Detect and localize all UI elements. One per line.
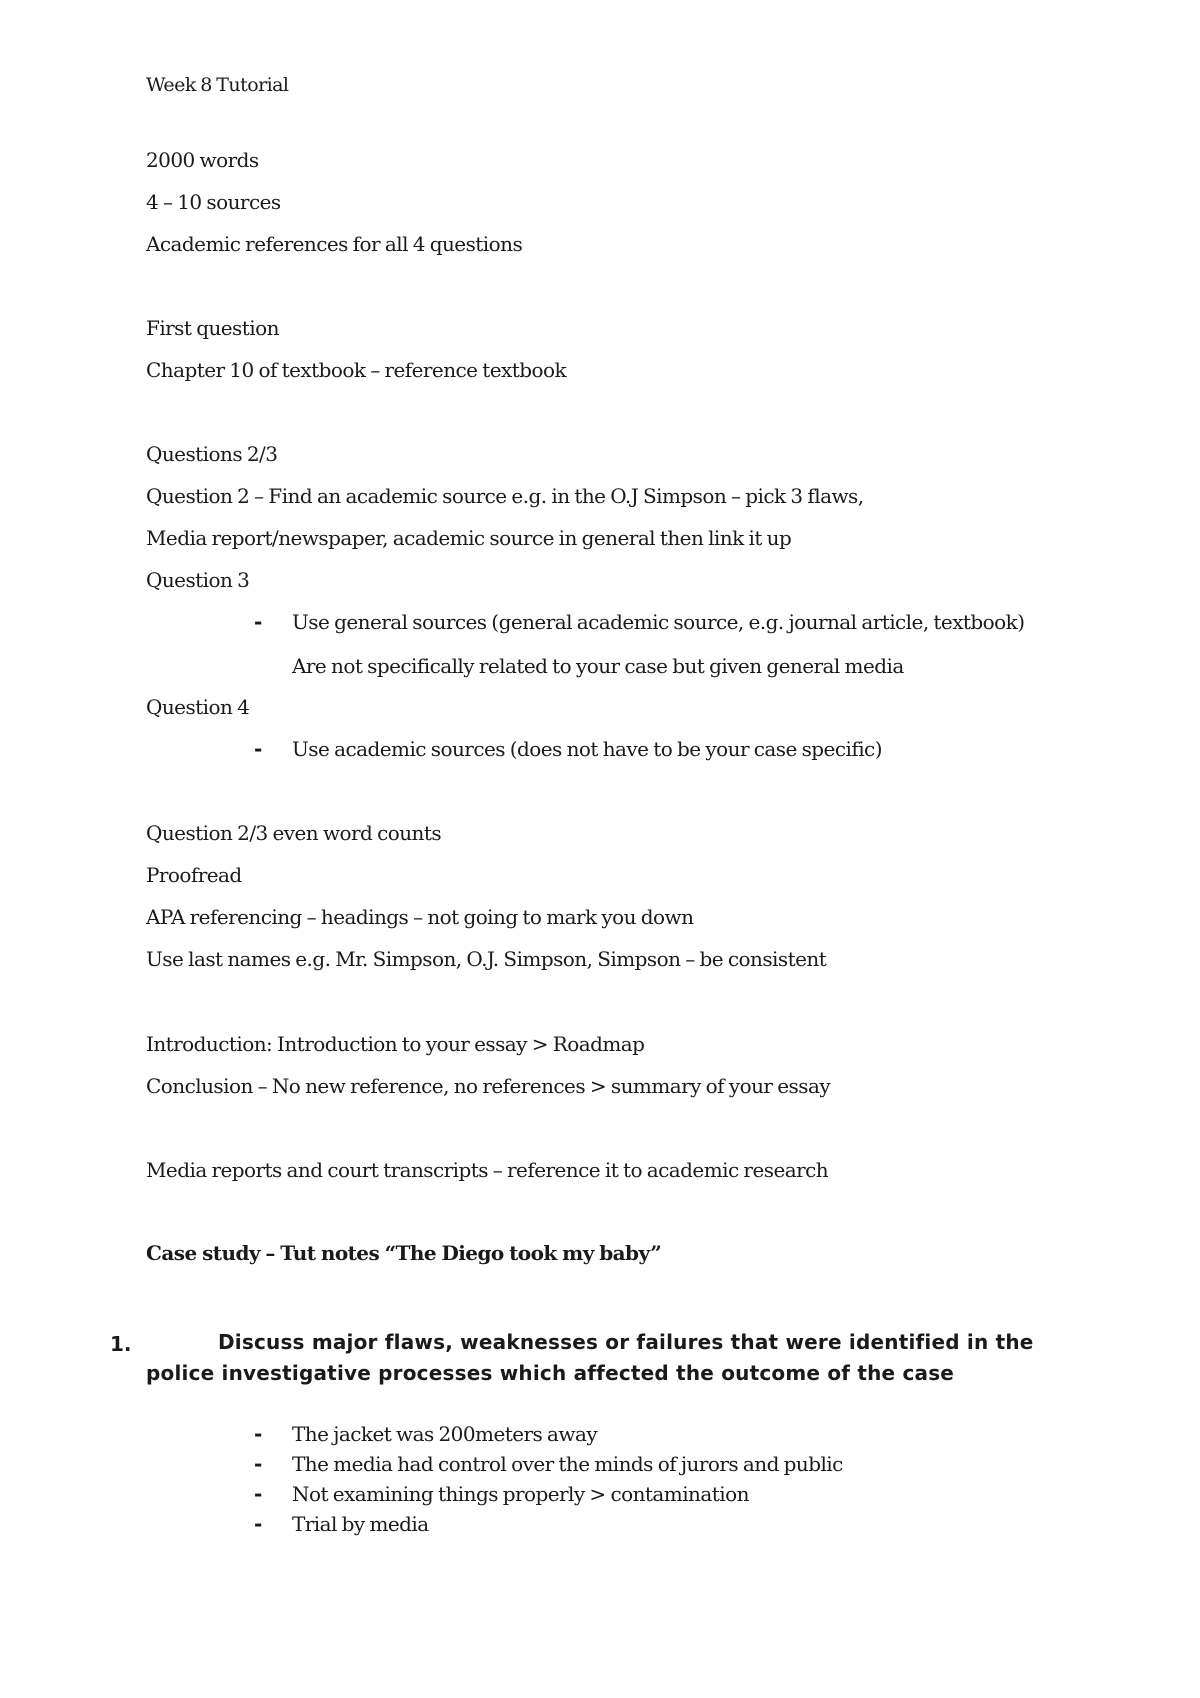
- question-4-heading: Question 4: [146, 695, 250, 719]
- requirement-sources: 4 – 10 sources: [146, 190, 281, 214]
- tip-word-counts: Question 2/3 even word counts: [146, 821, 442, 845]
- list-item: The jacket was 200meters away: [292, 1422, 598, 1446]
- requirement-references: Academic references for all 4 questions: [146, 232, 523, 256]
- question-2-line-2: Media report/newspaper, academic source in general then link it up: [146, 526, 792, 550]
- question-4-bullet: Use academic sources (does not have to be your case specific): [292, 737, 882, 761]
- case-study-heading: Case study – Tut notes “The Diego took my baby”: [146, 1241, 662, 1265]
- question-1-heading: [146, 1327, 1076, 1389]
- question-2-line-1: Question 2 – Find an academic source e.g. in the O.J Simpson – pick 3 flaws,: [146, 484, 864, 508]
- conclusion-note: Conclusion – No new reference, no references > summary of your essay: [146, 1074, 831, 1098]
- tip-last-names: Use last names e.g. Mr. Simpson, O.J. Simpson, Simpson – be consistent: [146, 947, 827, 971]
- question-3-bullet: Use general sources (general academic source, e.g. journal article, textbook): [292, 610, 1025, 634]
- question-1-text: Discuss major flaws, weaknesses or failures that were identified in the police investigative processes which affected the outcome of the case: [146, 1330, 1034, 1385]
- list-item: The media had control over the minds of jurors and public: [292, 1452, 843, 1476]
- tip-proofread: Proofread: [146, 863, 242, 887]
- tip-apa: APA referencing – headings – not going to mark you down: [146, 905, 694, 929]
- bullet-dash-icon: -: [254, 1422, 263, 1446]
- bullet-dash-icon: -: [254, 1512, 263, 1536]
- list-item: Not examining things properly > contamination: [292, 1482, 749, 1506]
- first-question-note: Chapter 10 of textbook – reference textbook: [146, 358, 567, 382]
- document-title: Week 8 Tutorial: [146, 74, 289, 96]
- bullet-dash-icon: -: [254, 1452, 263, 1476]
- list-item: Trial by media: [292, 1512, 429, 1536]
- bullet-dash-icon: -: [254, 1482, 263, 1506]
- first-question-heading: First question: [146, 316, 279, 340]
- introduction-note: Introduction: Introduction to your essay > Roadmap: [146, 1032, 645, 1056]
- bullet-dash-icon: -: [254, 737, 263, 761]
- question-3-continuation: Are not specifically related to your case but given general media: [292, 654, 904, 678]
- media-note: Media reports and court transcripts – reference it to academic research: [146, 1158, 829, 1182]
- bullet-dash-icon: -: [254, 610, 263, 634]
- questions-2-3-heading: Questions 2/3: [146, 442, 278, 466]
- requirement-words: 2000 words: [146, 148, 259, 172]
- question-1-number: 1.: [110, 1332, 132, 1356]
- question-3-heading: Question 3: [146, 568, 250, 592]
